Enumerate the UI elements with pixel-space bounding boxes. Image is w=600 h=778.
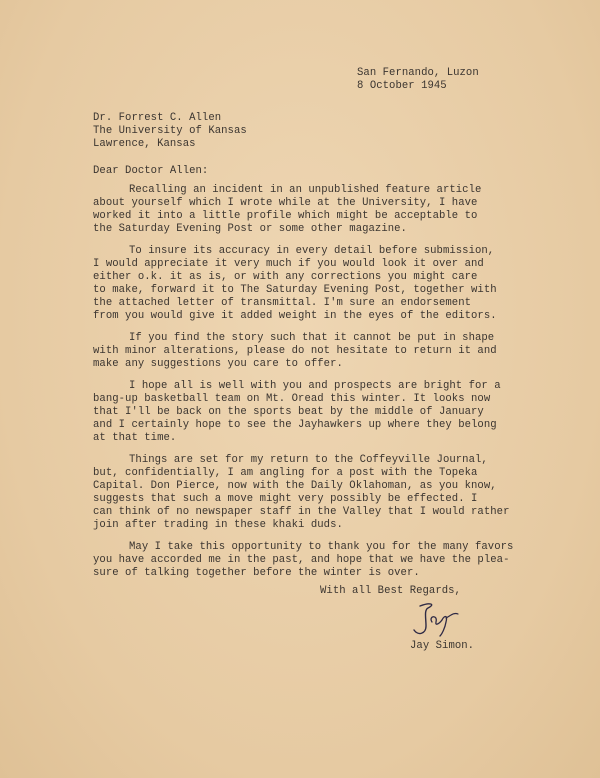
paragraph-line: you have accorded me in the past, and hope that we have the plea- (93, 554, 510, 566)
paragraph-line: To insure its accuracy in every detail before submission, (129, 245, 495, 257)
recipient-institution: The University of Kansas (93, 125, 247, 137)
paragraph-line: either o.k. it as is, or with any corrections you might care (93, 271, 478, 283)
recipient-city: Lawrence, Kansas (93, 138, 196, 150)
typed-name: Jay Simon. (410, 640, 475, 652)
handwritten-signature (406, 600, 466, 640)
paragraph-line: but, confidentially, I am angling for a post with the Topeka (93, 467, 478, 479)
paragraph-line: worked it into a little profile which might be acceptable to (93, 210, 478, 222)
paragraph-line: join after trading in these khaki duds. (93, 519, 343, 531)
paragraph-line: the Saturday Evening Post or some other magazine. (93, 223, 407, 235)
paragraph-line: Recalling an incident in an unpublished feature article (129, 184, 482, 196)
paragraph-line: Capital. Don Pierce, now with the Daily Oklahoman, as you know, (93, 480, 497, 492)
paragraph-line: to make, forward it to The Saturday Evening Post, together with (93, 284, 497, 296)
paragraph-line: make any suggestions you care to offer. (93, 358, 343, 370)
paragraph-line: the attached letter of transmittal. I'm sure an endorsement (93, 297, 472, 309)
paragraph-line: bang-up basketball team on Mt. Oread this winter. It looks now (93, 393, 491, 405)
paragraph-line: from you would give it added weight in the eyes of the editors. (93, 310, 497, 322)
paragraph-line: sure of talking together before the winter is over. (93, 567, 420, 579)
paragraph-line: at that time. (93, 432, 177, 444)
paragraph-line: I hope all is well with you and prospects are bright for a (129, 380, 501, 392)
paragraph-line: May I take this opportunity to thank you for the many favors (129, 541, 514, 553)
paragraph-line: with minor alterations, please do not hesitate to return it and (93, 345, 497, 357)
paragraph-line: I would appreciate it very much if you would look it over and (93, 258, 484, 270)
paragraph-line: and I certainly hope to see the Jayhawkers up where they belong (93, 419, 497, 431)
paragraph-line: about yourself which I wrote while at the University, I have (93, 197, 478, 209)
recipient-name: Dr. Forrest C. Allen (93, 112, 222, 124)
letter-date: 8 October 1945 (357, 80, 447, 92)
paragraph-line: If you find the story such that it cannot be put in shape (129, 332, 495, 344)
paragraph-line: Things are set for my return to the Coffeyville Journal, (129, 454, 488, 466)
letter-place: San Fernando, Luzon (357, 67, 479, 79)
signature-icon (406, 600, 466, 640)
paragraph-line: can think of no newspaper staff in the Valley that I would rather (93, 506, 510, 518)
paragraph-line: that I'll be back on the sports beat by the middle of January (93, 406, 484, 418)
paragraph-line: suggests that such a move might very possibly be effected. I (93, 493, 478, 505)
salutation: Dear Doctor Allen: (93, 165, 209, 177)
closing: With all Best Regards, (320, 585, 461, 597)
